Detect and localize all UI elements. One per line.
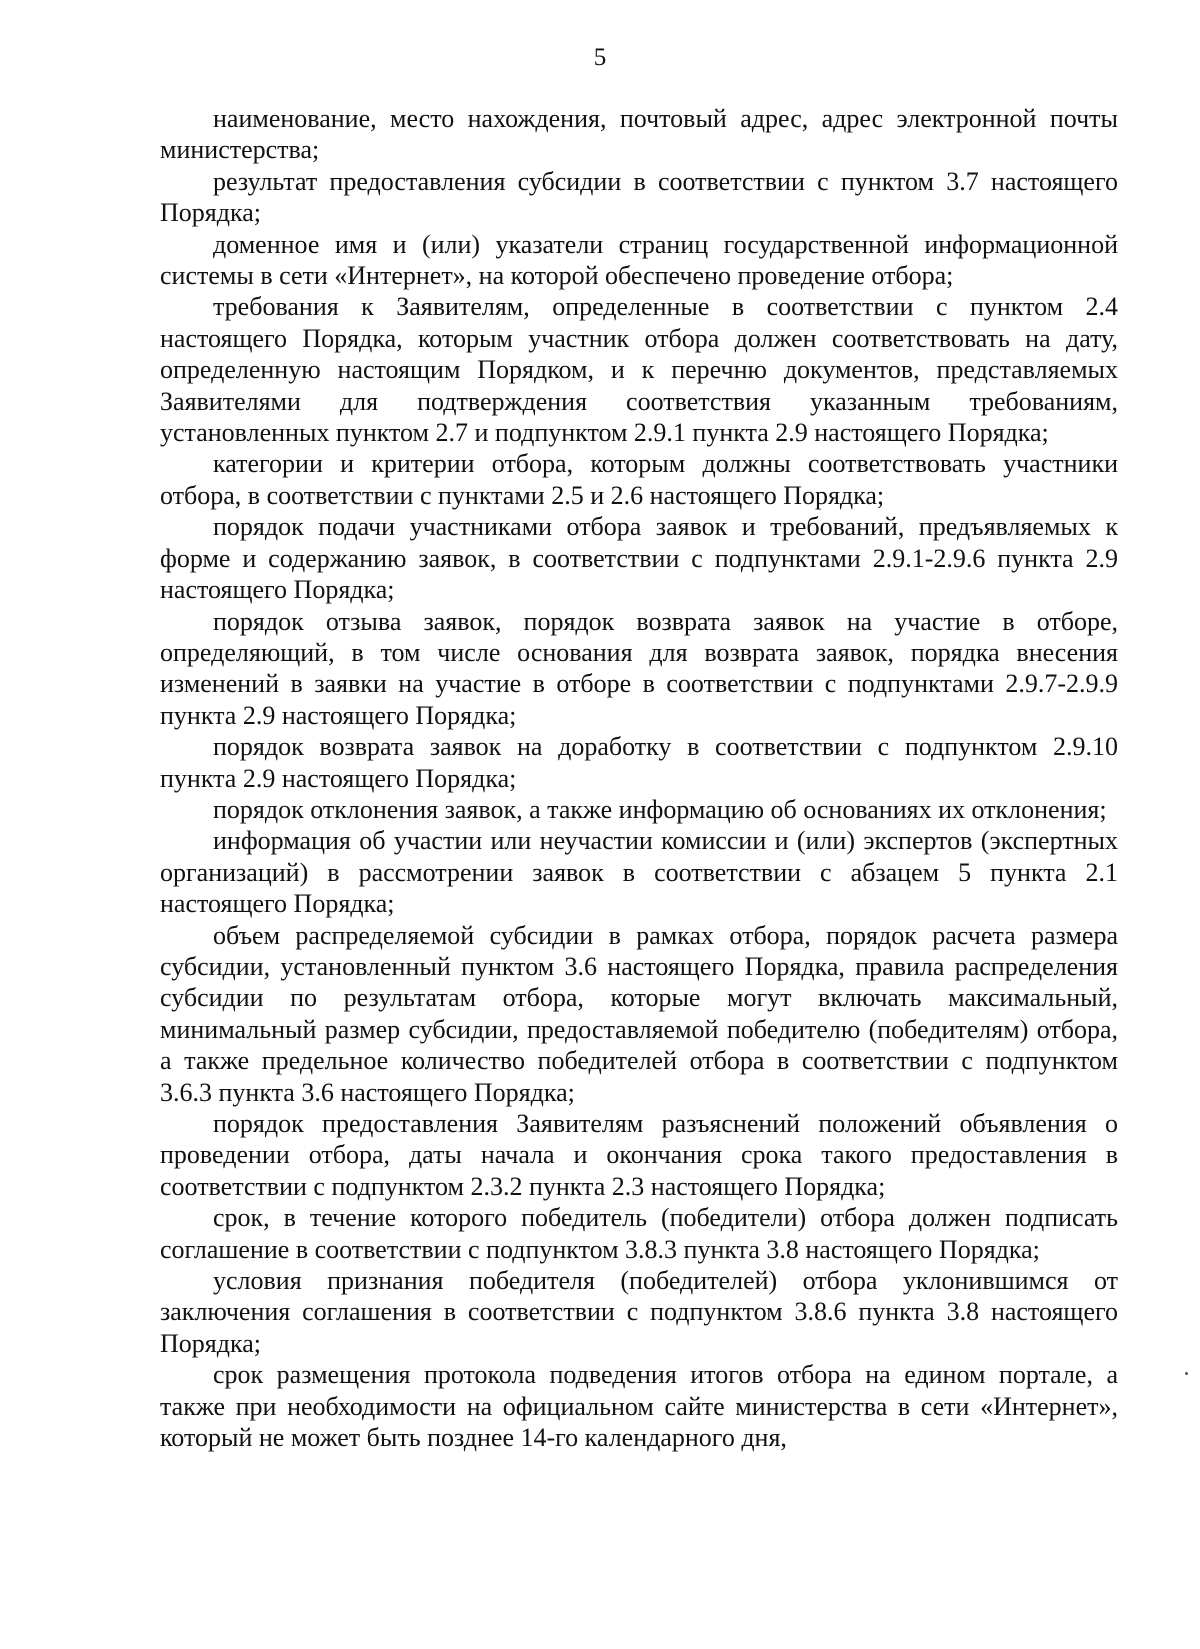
paragraph: наименование, место нахождения, почтовый адрес, адрес электронной почты министерства;: [160, 104, 1118, 165]
paragraph: порядок предоставления Заявителям разъяснений положений объявления о проведении отбора, даты начала и окончания срока такого предоставления в соответствии с подпунктом 2.3.2 пункта 2.3 настоящего Порядка;: [160, 1109, 1118, 1201]
paragraph: срок размещения протокола подведения итогов отбора на едином портале, а также при необходимости на официальном сайте министерства в сети «Интернет», который не может быть позднее 14-го календарного дня,: [160, 1360, 1118, 1453]
paragraph: результат предоставления субсидии в соответствии с пунктом 3.7 настоящего Порядка;: [160, 166, 1118, 228]
paragraph: порядок отзыва заявок, порядок возврата заявок на участие в отборе, определяющий, в том числе основания для возврата заявок, порядка внесения изменений в заявки на участие в отборе в соответствии с подпунктами 2.9.7-2.9.9 пункта 2.9 настоящего Порядка;: [160, 606, 1118, 730]
page-number: 5: [593, 44, 607, 71]
paragraph: порядок возврата заявок на доработку в соответствии с подпунктом 2.9.10 пункта 2.9 настоящего Порядка;: [160, 732, 1118, 793]
document-body: [160, 103, 1118, 1453]
paragraph: порядок отклонения заявок, а также информацию об основаниях их отклонения;: [213, 794, 1107, 824]
paragraph: требования к Заявителям, определенные в соответствии с пунктом 2.4 настоящего Порядка, которым участник отбора должен соответствовать на дату, определенную настоящим Порядком, и к перечню документов, представляемых Заявителями для подтверждения соответствия указанным требованиям, установленных пунктом 2.7 и подпунктом 2.9.1 пункта 2.9 настоящего Порядка;: [160, 292, 1118, 448]
paragraph: доменное имя и (или) указатели страниц государственной информационной системы в сети «Интернет», на которой обеспечено проведение отбора;: [160, 229, 1118, 291]
scan-speck: [1185, 1372, 1188, 1375]
paragraph: порядок подачи участниками отбора заявок и требований, предъявляемых к форме и содержанию заявок, в соответствии с подпунктами 2.9.1-2.9.6 пункта 2.9 настоящего Порядка;: [160, 512, 1118, 605]
paragraph: информация об участии или неучастии комиссии и (или) экспертов (экспертных организаций) в рассмотрении заявок в соответствии с абзацем 5 пункта 2.1 настоящего Порядка;: [160, 826, 1118, 919]
paragraph: условия признания победителя (победителей) отбора уклонившимся от заключения соглашения в соответствии с подпунктом 3.8.6 пункта 3.8 настоящего Порядка;: [160, 1266, 1118, 1358]
paragraph: срок, в течение которого победитель (победители) отбора должен подписать соглашение в соответствии с подпунктом 3.8.3 пункта 3.8 настоящего Порядка;: [160, 1203, 1118, 1264]
paragraph: категории и критерии отбора, которым должны соответствовать участники отбора, в соответствии с пунктами 2.5 и 2.6 настоящего Порядка;: [160, 449, 1118, 510]
paragraph: объем распределяемой субсидии в рамках отбора, порядок расчета размера субсидии, установленный пунктом 3.6 настоящего Порядка, правила распределения субсидии по результатам отбора, которые могут включать максимальный, минимальный размер субсидии, предоставляемой победителю (победителям) отбора, а также предельное количество победителей отбора в соответствии с подпунктом 3.6.3 пункта 3.6 настоящего Порядка;: [160, 920, 1118, 1107]
